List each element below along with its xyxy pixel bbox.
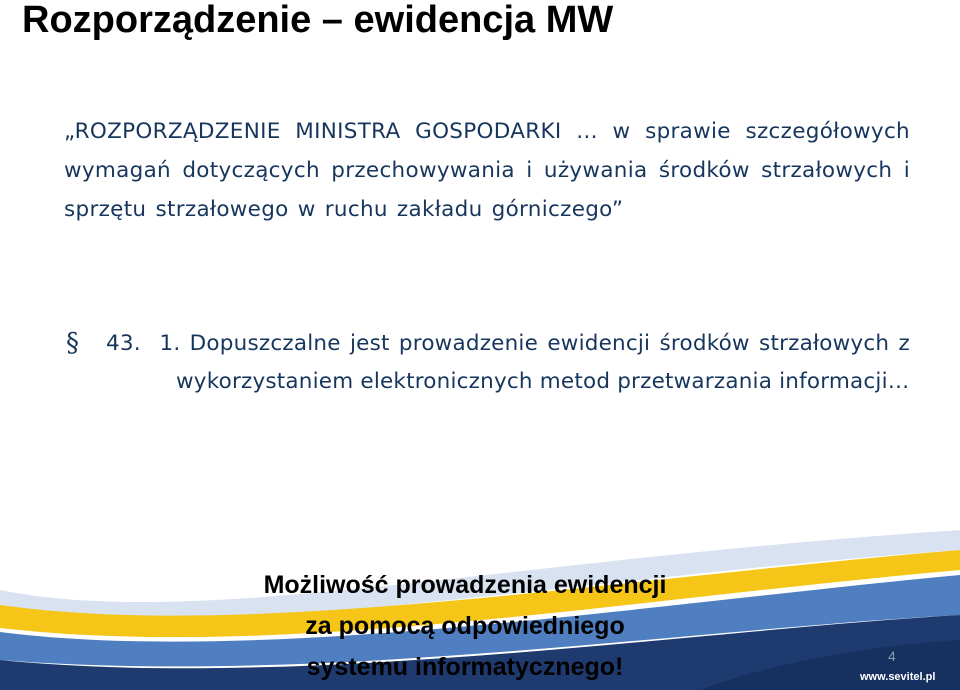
- conclusion-line-1: Możliwość prowadzenia ewidencji: [263, 571, 667, 599]
- paragraph-number: 43.: [106, 331, 141, 356]
- paragraph-text: 1. Dopuszczalne jest prowadzenie ewidencji środków strzałowych z wykorzystaniem elektronicznych metod przetwarzania informacji…: [159, 331, 910, 394]
- conclusion-line-2: za pomocą odpowiedniego: [305, 612, 625, 640]
- website-url[interactable]: www.sevitel.pl: [860, 671, 936, 683]
- slide-title: Rozporządzenie – ewidencja MW: [22, 0, 614, 41]
- section-symbol: §: [66, 328, 79, 358]
- conclusion-line-3: systemu informatycznego!: [306, 653, 624, 681]
- regulation-quote: „ROZPORZĄDZENIE MINISTRA GOSPODARKI … w sprawie szczegółowych wymagań dotyczących przechowywania i używania środków strzałowych i sprzętu strzałowego w ruchu zakładu górniczego”: [64, 119, 910, 222]
- paragraph-43: [106, 325, 910, 401]
- page-number: 4: [888, 648, 896, 664]
- conclusion-text: [180, 565, 750, 688]
